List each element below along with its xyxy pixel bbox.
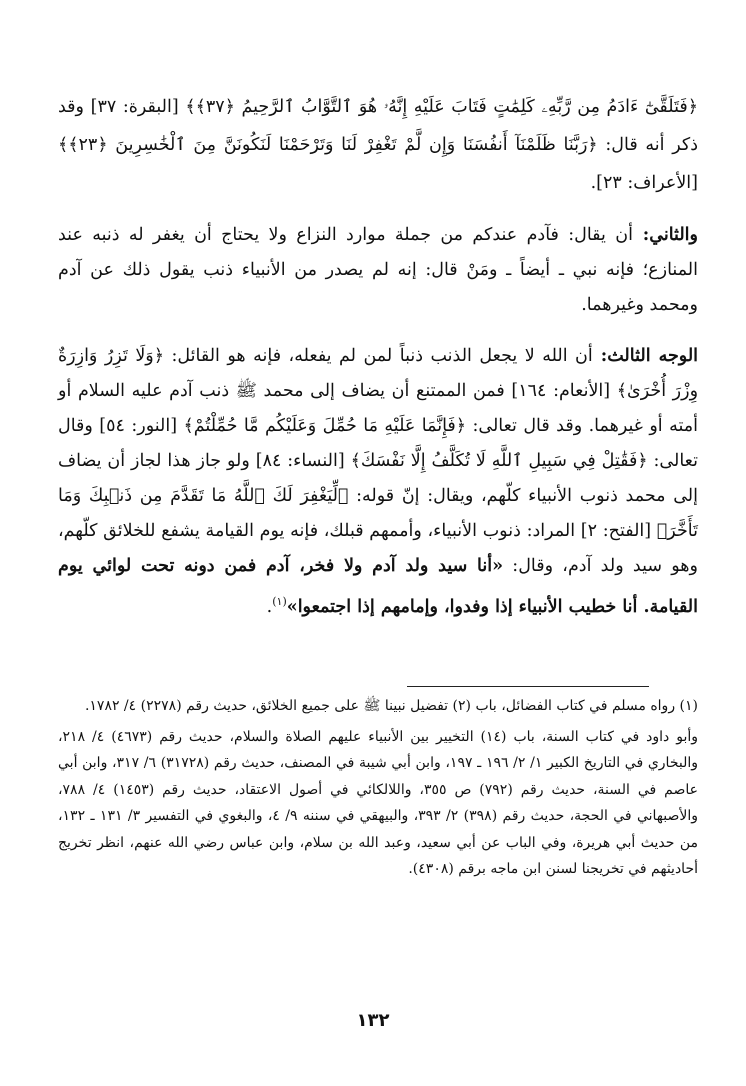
paragraph-1: [58, 88, 698, 202]
paragraph-text: فمن الممتنع أن يضاف إلى محمد ﷺ ذنب آدم عليه السلام أو أمته أو غيرهما. وقد قال تعالى:: [58, 381, 698, 436]
paragraph-text: المراد: ذنوب الأنبياء، وأممهم قبلك، فإنه يوم القيامة يشفع للخلائق كلّهم، وهو سيد ولد آدم، وقال:: [58, 521, 698, 576]
footnote-1: (١) رواه مسلم في كتاب الفضائل، باب (٢) تفضيل نبينا ﷺ على جميع الخلائق، حديث رقم (٢٢٧٨) ٤/ ١٧٨٢.: [84, 698, 698, 714]
verse-reference: [الأعراف: ٢٣].: [590, 173, 698, 193]
footnote-1-continued: وأبو داود في كتاب السنة، باب (١٤) التخيير بين الأنبياء عليهم الصلاة والسلام، حديث رقم (٤٦٧٣) ٤/ ٢١٨، والبخاري في التاريخ الكبير ١/ ٢/ ١٩٦ ـ ١٩٧، وابن أبي شيبة في المصنف، حديث رقم (٣١٧٢٨) ٦/ ٣١٧، وابن أبي عاصم في السنة، حديث رقم (٧٩٢) ص ٣٥٥، واللالكائي في أصول الاعتقاد، حديث رقم (١٤٥٣) ٤/ ٧٨٨، والأصبهاني في الحجة، حديث رقم (٣٩٨) ٢/ ٣٩٣، والبيهقي في سننه ٩/ ٤، والبغوي في التفسير ٣/ ١٣١ ـ ١٣٢، من حديث أبي هريرة، وفي الباب عن أبي سعيد، وعبد الله بن سلام، وابن عباس رضي الله عنهم، انظر تخريج أحاديثهم في تخريجنا لسنن ابن ماجه برقم (٤٣٠٨).: [58, 728, 699, 877]
paragraph-heading: الوجه الثالث:: [592, 346, 699, 366]
quran-verse: ﴿رَبَّنَا ظَلَمْنَآ أَنفُسَنَا وَإِن لَّمْ تَغْفِرْ لَنَا وَتَرْحَمْنَا لَنَكُونَنَّ مِنَ ٱلْخَٰسِرِينَ ﴿٢٣﴾﴾: [58, 135, 598, 155]
paragraph-text: ولو جاز هذا لجاز أن يضاف إلى محمد ذنوب الأنبياء كلّهم، ويقال: إنّ قوله:: [58, 451, 698, 506]
quran-verse: ﴿لِّيَغْفِرَ لَكَ ٱللَّهُ مَا تَقَدَّمَ مِن ذَنۢبِكَ وَمَا تَأَخَّرَ﴾: [58, 486, 698, 541]
verse-reference: [النساء: ٨٤]: [249, 451, 345, 471]
paragraph-2: [58, 218, 698, 323]
main-text: [58, 88, 698, 635]
verse-reference: [البقرة: ٣٧]: [90, 97, 179, 117]
quran-verse: ﴿وَلَا تَزِرُ وَازِرَةٌ وِزْرَ أُخْرَىٰ﴾: [58, 346, 699, 401]
paragraph-text: وقال تعالى:: [58, 416, 698, 471]
verse-reference: [الفتح: ٢]: [575, 521, 652, 541]
footnote-marker[interactable]: (١): [272, 595, 287, 608]
verse-reference: [النور: ٥٤]: [92, 416, 178, 436]
quran-verse: ﴿فَتَلَقَّىٰٓ ءَادَمُ مِن رَّبِّهِۦ كَلِمَٰتٍ فَتَابَ عَلَيْهِ إِنَّهُۥ هُوَ ٱلتَّوَّابُ ٱلرَّحِيمُ ﴿٣٧﴾﴾: [185, 97, 698, 117]
page-number: ١٣٢: [356, 1010, 390, 1031]
paragraph-3: [58, 339, 698, 625]
quran-verse: ﴿فَإِنَّمَا عَلَيْهِ مَا حُمِّلَ وَعَلَيْكُم مَّا حُمِّلْتُمْ﴾: [183, 416, 467, 436]
sentence-end: .: [266, 596, 273, 617]
paragraph-text: أن الله لا يجعل الذنب ذنباً لمن لم يفعله، فإنه هو القائل:: [164, 346, 593, 366]
quran-verse: ﴿فَقَٰتِلْ فِي سَبِيلِ ٱللَّهِ لَا تُكَلَّفُ إِلَّا نَفْسَكَ﴾: [350, 451, 648, 471]
paragraph-text: أن يقال: فآدم عندكم من جملة موارد النزاع ولا يحتاج أن يغفر له ذنبه عند المنازع؛ فإنه نبي ـ أيضاً ـ ومَنْ قال: إنه لم يصدر من الأنبياء ذنب يقول ذلك عن آدم ومحمد وغيرهما.: [58, 225, 698, 315]
footnote-separator: [407, 686, 649, 687]
footnotes: [58, 693, 698, 887]
hadith-quote: «أنا سيد ولد آدم ولا فخر، آدم فمن دونه تحت لوائي يوم القيامة. أنا خطيب الأنبياء إذا وفدوا، وإمامهم إذا اجتمعوا»: [58, 556, 698, 617]
paragraph-heading: والثاني:: [632, 225, 698, 245]
verse-reference: [الأنعام: ١٦٤]: [504, 381, 611, 401]
paragraph-text: وقد ذكر أنه قال:: [58, 97, 698, 155]
